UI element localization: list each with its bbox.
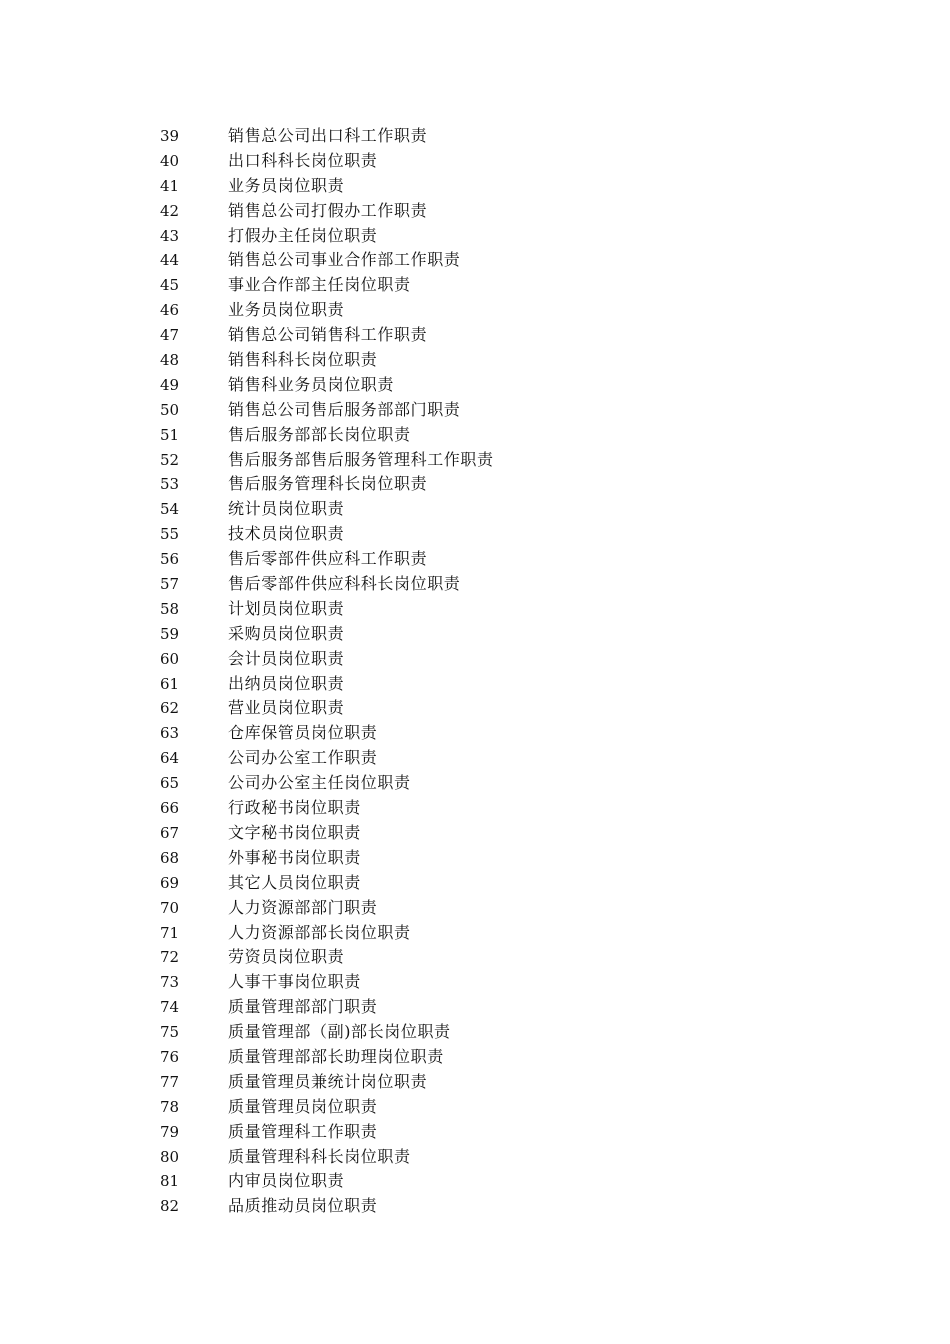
list-item	[160, 1145, 494, 1170]
list-item	[160, 497, 494, 522]
item-number: 64	[160, 749, 180, 768]
list-item	[160, 298, 494, 323]
item-number: 63	[160, 724, 180, 743]
item-number: 71	[160, 923, 180, 942]
item-title: 计划员岗位职责	[228, 598, 345, 618]
list-item	[160, 273, 494, 298]
item-title: 技术员岗位职责	[228, 524, 345, 544]
item-title: 统计员岗位职责	[228, 499, 345, 519]
item-number: 52	[160, 450, 180, 469]
item-title: 人事干事岗位职责	[228, 972, 361, 992]
item-title: 销售总公司事业合作部工作职责	[228, 250, 461, 270]
item-title: 质量管理部部长助理岗位职责	[228, 1046, 444, 1066]
list-item	[160, 821, 494, 846]
list-item	[160, 846, 494, 871]
list-item	[160, 622, 494, 647]
list-item	[160, 1194, 494, 1219]
item-title: 外事秘书岗位职责	[228, 847, 361, 867]
item-number: 69	[160, 873, 180, 892]
list-item	[160, 696, 494, 721]
list-item	[160, 896, 494, 921]
list-item	[160, 448, 494, 473]
list-item	[160, 921, 494, 946]
list-item	[160, 995, 494, 1020]
item-title: 售后服务部售后服务管理科工作职责	[228, 449, 494, 469]
item-number: 70	[160, 898, 180, 917]
list-item	[160, 224, 494, 249]
item-number: 43	[160, 226, 180, 245]
list-item	[160, 721, 494, 746]
item-title: 质量管理员兼统计岗位职责	[228, 1071, 428, 1091]
item-number: 81	[160, 1172, 180, 1191]
item-number: 54	[160, 500, 180, 519]
item-number: 74	[160, 998, 180, 1017]
list-item	[160, 522, 494, 547]
list-item	[160, 1120, 494, 1145]
item-number: 76	[160, 1047, 180, 1066]
list-item	[160, 547, 494, 572]
item-number: 66	[160, 799, 180, 818]
item-number: 75	[160, 1023, 180, 1042]
item-number: 68	[160, 848, 180, 867]
item-number: 53	[160, 475, 180, 494]
list-item	[160, 124, 494, 149]
item-title: 品质推动员岗位职责	[228, 1196, 378, 1216]
item-number: 59	[160, 624, 180, 643]
list-item	[160, 248, 494, 273]
item-title: 售后服务部部长岗位职责	[228, 424, 411, 444]
item-title: 质量管理科工作职责	[228, 1121, 378, 1141]
list-item	[160, 597, 494, 622]
item-number: 58	[160, 599, 180, 618]
item-title: 营业员岗位职责	[228, 698, 345, 718]
item-title: 销售总公司打假办工作职责	[228, 200, 428, 220]
list-item	[160, 1169, 494, 1194]
item-title: 公司办公室主任岗位职责	[228, 773, 411, 793]
item-number: 46	[160, 301, 180, 320]
item-number: 79	[160, 1122, 180, 1141]
list-item	[160, 174, 494, 199]
item-number: 65	[160, 774, 180, 793]
item-number: 49	[160, 375, 180, 394]
item-number: 60	[160, 649, 180, 668]
item-number: 51	[160, 425, 180, 444]
item-title: 售后零部件供应科科长岗位职责	[228, 574, 461, 594]
item-number: 50	[160, 400, 180, 419]
item-number: 40	[160, 151, 180, 170]
item-number: 55	[160, 525, 180, 544]
list-item	[160, 945, 494, 970]
item-title: 质量管理科科长岗位职责	[228, 1146, 411, 1166]
item-title: 销售总公司出口科工作职责	[228, 126, 428, 145]
list-item	[160, 348, 494, 373]
item-number: 77	[160, 1072, 180, 1091]
item-number: 72	[160, 948, 180, 967]
item-number: 82	[160, 1197, 180, 1216]
list-item	[160, 572, 494, 597]
list-item	[160, 1070, 494, 1095]
toc-list	[160, 124, 494, 1219]
item-title: 文字秘书岗位职责	[228, 822, 361, 842]
item-title: 其它人员岗位职责	[228, 872, 361, 892]
item-title: 劳资员岗位职责	[228, 947, 345, 967]
item-number: 57	[160, 575, 180, 594]
item-title: 业务员岗位职责	[228, 300, 345, 320]
item-title: 销售总公司售后服务部部门职责	[228, 399, 461, 419]
item-number: 56	[160, 550, 180, 569]
list-item	[160, 672, 494, 697]
item-title: 人力资源部部长岗位职责	[228, 922, 411, 942]
item-title: 行政秘书岗位职责	[228, 798, 361, 818]
item-title: 销售总公司销售科工作职责	[228, 325, 428, 345]
item-title: 质量管理部（副)部长岗位职责	[228, 1022, 451, 1042]
item-number: 61	[160, 674, 180, 693]
item-title: 人力资源部部门职责	[228, 897, 378, 917]
item-number: 42	[160, 201, 180, 220]
item-number: 48	[160, 351, 180, 370]
list-item	[160, 323, 494, 348]
list-item	[160, 398, 494, 423]
list-item	[160, 746, 494, 771]
list-item	[160, 647, 494, 672]
item-number: 44	[160, 251, 180, 270]
list-item	[160, 199, 494, 224]
item-title: 质量管理员岗位职责	[228, 1096, 378, 1116]
list-item	[160, 796, 494, 821]
list-item	[160, 423, 494, 448]
item-number: 78	[160, 1097, 180, 1116]
item-title: 售后零部件供应科工作职责	[228, 549, 428, 569]
item-title: 内审员岗位职责	[228, 1171, 345, 1191]
item-number: 45	[160, 276, 180, 295]
list-item	[160, 1095, 494, 1120]
list-item	[160, 1020, 494, 1045]
item-title: 仓库保管员岗位职责	[228, 723, 378, 743]
item-number: 47	[160, 326, 180, 345]
item-number: 67	[160, 823, 180, 842]
list-item	[160, 472, 494, 497]
item-number: 73	[160, 973, 180, 992]
item-title: 打假办主任岗位职责	[228, 225, 378, 245]
item-title: 事业合作部主任岗位职责	[228, 275, 411, 295]
item-number: 62	[160, 699, 180, 718]
item-number: 41	[160, 176, 180, 195]
item-title: 会计员岗位职责	[228, 648, 345, 668]
list-item	[160, 970, 494, 995]
item-title: 业务员岗位职责	[228, 175, 345, 195]
item-title: 销售科科长岗位职责	[228, 350, 378, 370]
item-title: 售后服务管理科长岗位职责	[228, 474, 428, 494]
list-item	[160, 1045, 494, 1070]
item-title: 销售科业务员岗位职责	[228, 374, 395, 394]
item-title: 出口科科长岗位职责	[228, 150, 378, 170]
list-item	[160, 771, 494, 796]
item-number: 39	[160, 127, 180, 145]
list-item	[160, 871, 494, 896]
list-item	[160, 149, 494, 174]
item-number: 80	[160, 1147, 180, 1166]
item-title: 采购员岗位职责	[228, 623, 345, 643]
list-item	[160, 373, 494, 398]
item-title: 质量管理部部门职责	[228, 997, 378, 1017]
item-title: 公司办公室工作职责	[228, 748, 378, 768]
item-title: 出纳员岗位职责	[228, 673, 345, 693]
